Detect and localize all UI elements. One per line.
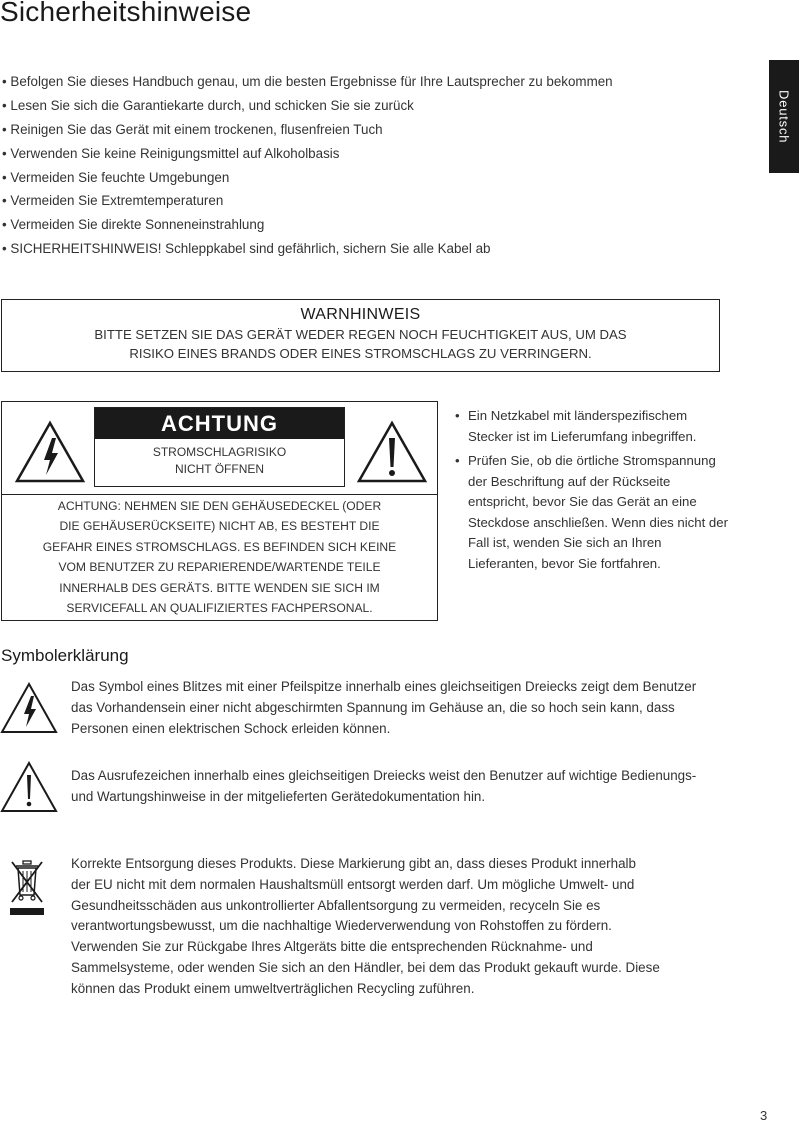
weee-line: verantwortungsbewusst, um die nachhaltige Wiederverwendung von Rohstoffen zu fördern. <box>71 918 612 934</box>
warning-box <box>1 299 720 372</box>
caution-header <box>2 402 437 494</box>
list-item: • Prüfen Sie, ob die örtliche Stromspannung der Beschriftung auf der Rückseite entspricht, bevor Sie das Gerät an eine Steckdose anschließen. Wenn dies nicht der Fall ist, wenden Sie sich an Ihren Lieferanten, bevor Sie fortfahren. <box>455 451 730 574</box>
list-item: • Lesen Sie sich die Garantiekarte durch, und schicken Sie sie zurück <box>2 95 613 119</box>
power-bullet-list <box>455 406 730 578</box>
page-number: 3 <box>760 1108 768 1123</box>
exclamation-triangle-icon <box>356 420 428 484</box>
caution-line: VOM BENUTZER ZU REPARIERENDE/WARTENDE TEILE <box>58 560 381 575</box>
language-tab-label: Deutsch <box>776 89 792 144</box>
weee-description <box>71 854 721 1000</box>
caution-line: INNERHALB DES GERÄTS. BITTE WENDEN SIE SICH IM <box>59 580 380 595</box>
warning-text <box>2 325 719 363</box>
warning-line: RISIKO EINES BRANDS ODER EINES STROMSCHLAGS ZU VERRINGERN. <box>129 346 592 361</box>
caution-line: SERVICEFALL AN QUALIFIZIERTES FACHPERSONAL. <box>66 601 373 616</box>
weee-line: Verwenden Sie zur Rückgabe Ihres Altgeräts bitte die entsprechenden Rücknahme- und <box>71 939 593 955</box>
caution-line: GEFAHR EINES STROMSCHLAGS. ES BEFINDEN SICH KEINE <box>42 539 397 554</box>
exclamation-description: Das Ausrufezeichen innerhalb eines gleichseitigen Dreiecks weist den Benutzer auf wichtige Bedienungs- und Wartungshinweise in der mitgelieferten Gerätedokumentation hin. <box>71 768 697 804</box>
list-item: • Reinigen Sie das Gerät mit einem trockenen, flusenfreien Tuch <box>2 119 613 143</box>
achtung-subtext <box>95 444 344 478</box>
language-tab <box>769 60 799 173</box>
safety-bullet-list <box>2 71 613 262</box>
lightning-description: Das Symbol eines Blitzes mit einer Pfeilspitze innerhalb eines gleichseitigen Dreiecks zeigt dem Benutzer das Vorhandensein einer nicht abgeschirmten Spannung im Gehäuse an, die so hoch sein kann, dass Personen einen elektrischen Schock erleiden können. <box>71 679 697 736</box>
page-title: Sicherheitshinweise <box>0 0 252 27</box>
caution-line: DIE GEHÄUSERÜCKSEITE) NICHT AB, ES BESTEHT DIE <box>59 519 380 534</box>
achtung-sub-line: NICHT ÖFFNEN <box>174 462 265 476</box>
achtung-heading: ACHTUNG <box>95 408 344 439</box>
list-item: • Befolgen Sie dieses Handbuch genau, um die besten Ergebnisse für Ihre Lautsprecher zu bekommen <box>2 71 613 95</box>
weee-line: Sammelsysteme, oder wenden Sie sich an den Händler, bei dem das Produkt gekauft wurde. Diese <box>71 959 660 975</box>
weee-line: Gesundheitsschäden aus unkontrollierter Abfallentsorgung zu vermeiden, recyceln Sie es <box>71 897 601 913</box>
achtung-frame <box>94 407 345 487</box>
exclamation-warning-icon <box>0 761 58 813</box>
lightning-triangle-icon <box>14 420 86 484</box>
list-item: • Vermeiden Sie direkte Sonneneinstrahlung <box>2 214 613 238</box>
symbols-heading: Symbolerklärung <box>1 646 129 665</box>
caution-text <box>2 496 437 618</box>
warning-title: WARNHINWEIS <box>300 306 421 323</box>
weee-line: Korrekte Entsorgung dieses Produkts. Diese Markierung gibt an, dass dieses Produkt innerhalb <box>71 856 636 871</box>
caution-label <box>1 401 438 621</box>
caution-divider <box>2 494 437 495</box>
weee-line: können das Produkt einem umweltverträglichen Recycling zuführen. <box>71 980 475 996</box>
achtung-sub-line: STROMSCHLAGRISIKO <box>152 445 287 459</box>
list-item: • Ein Netzkabel mit länderspezifischem Stecker ist im Lieferumfang inbegriffen. <box>455 406 730 447</box>
caution-line: ACHTUNG: NEHMEN SIE DEN GEHÄUSEDECKEL (ODER <box>57 499 382 513</box>
list-item: • Vermeiden Sie Extremtemperaturen <box>2 190 613 214</box>
list-item: • SICHERHEITSHINWEIS! Schleppkabel sind gefährlich, sichern Sie alle Kabel ab <box>2 238 613 262</box>
list-item: • Verwenden Sie keine Reinigungsmittel auf Alkoholbasis <box>2 143 613 167</box>
weee-line: der EU nicht mit dem normalen Haushaltsmüll entsorgt werden darf. Um mögliche Umwelt- und <box>71 876 635 892</box>
list-item: • Vermeiden Sie feuchte Umgebungen <box>2 167 613 191</box>
weee-bin-icon <box>9 858 45 918</box>
lightning-warning-icon <box>0 682 58 734</box>
warning-line: BITTE SETZEN SIE DAS GERÄT WEDER REGEN NOCH FEUCHTIGKEIT AUS, UM DAS <box>94 327 627 342</box>
